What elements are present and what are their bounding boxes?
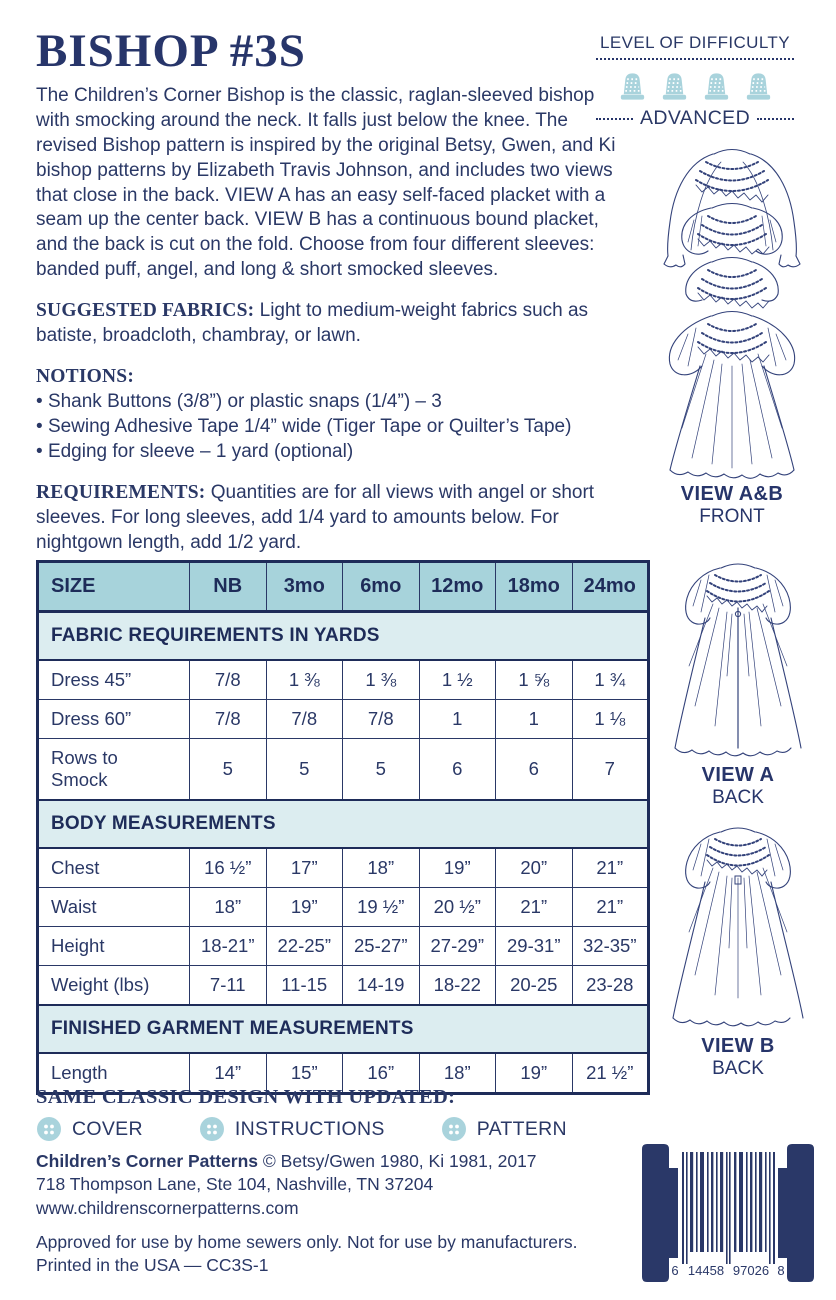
cell: 19” bbox=[496, 1053, 573, 1094]
updated-item-label: COVER bbox=[72, 1117, 143, 1140]
table-row bbox=[38, 927, 649, 966]
suggested-fabrics-text: Light to medium-weight fabrics such as batiste, broadcloth, chambray, or lawn. bbox=[36, 300, 589, 346]
cell: 6 bbox=[496, 739, 573, 801]
notions bbox=[36, 364, 618, 465]
cell: 7/8 bbox=[190, 700, 267, 739]
table-row bbox=[38, 966, 649, 1006]
row-label: Waist bbox=[38, 888, 190, 927]
updated-heading: SAME CLASSIC DESIGN WITH UPDATED: bbox=[36, 1086, 456, 1108]
view-b-sub: BACK bbox=[712, 1058, 764, 1079]
cell: 16 ½” bbox=[190, 848, 267, 888]
cell: 1 bbox=[419, 700, 496, 739]
row-label: Height bbox=[38, 927, 190, 966]
illustration-view-ab-front bbox=[634, 138, 830, 528]
cell: 19” bbox=[419, 848, 496, 888]
footer-copyright: © Betsy/Gwen 1980, Ki 1981, 2017 bbox=[258, 1151, 537, 1171]
col-header: 3mo bbox=[266, 562, 343, 612]
cell: 7/8 bbox=[343, 700, 420, 739]
cell: 21” bbox=[572, 888, 649, 927]
barcode-digits-group1: 14458 bbox=[687, 1263, 725, 1278]
view-b-label: VIEW B bbox=[701, 1035, 775, 1057]
difficulty-level-label: ADVANCED bbox=[639, 107, 751, 129]
col-header: 12mo bbox=[419, 562, 496, 612]
row-label: Rows to Smock bbox=[38, 739, 190, 801]
cell: 27-29” bbox=[419, 927, 496, 966]
dress-front-drawing bbox=[636, 138, 828, 483]
cell: 14” bbox=[190, 1053, 267, 1094]
button-icon bbox=[441, 1116, 467, 1142]
requirements-heading: REQUIREMENTS: bbox=[36, 481, 206, 503]
size-table-header-row bbox=[38, 562, 649, 612]
cell: 5 bbox=[190, 739, 267, 801]
cell: 22-25” bbox=[266, 927, 343, 966]
cell: 1 ⅜ bbox=[266, 660, 343, 700]
requirements-text: Quantities are for all views with angel or short sleeves. For long sleeves, add 1/4 yard to amounts below. For nightgown length, add 1/2 yard. bbox=[36, 481, 595, 553]
updated-item-instructions bbox=[199, 1116, 385, 1142]
difficulty-thimbles bbox=[596, 70, 794, 103]
view-a-sub: BACK bbox=[712, 787, 764, 808]
footer-brand: Children’s Corner Patterns bbox=[36, 1151, 259, 1171]
size-table bbox=[36, 560, 650, 1095]
barcode-spool-graphic bbox=[630, 1142, 826, 1287]
col-header: NB bbox=[190, 562, 267, 612]
suggested-fabrics-heading: SUGGESTED FABRICS: bbox=[36, 300, 255, 321]
cell: 7/8 bbox=[190, 660, 267, 700]
illustration-view-b-back bbox=[646, 820, 830, 1080]
row-label: Dress 60” bbox=[38, 700, 190, 739]
cell: 21 ½” bbox=[572, 1053, 649, 1094]
updated-item-cover bbox=[36, 1116, 143, 1142]
description: The Children’s Corner Bishop is the classic, raglan-sleeved bishop with smocking around the neck. It falls just below the knee. The revised Bishop pattern is inspired by the original Betsy, Gwen, and Ki bishop patterns by Elizabeth Travis Johnson, and includes two views that close in the back. VIEW A has an easy self-faced placket with a seam up the center back. VIEW B has a continuous bound placket, and the back is cut on the fold. Choose from four different sleeves: banded puff, angel, and long & short smocked sleeves. bbox=[36, 85, 616, 281]
cell: 23-28 bbox=[572, 966, 649, 1006]
suggested-fabrics bbox=[36, 298, 618, 349]
footer bbox=[36, 1150, 616, 1277]
thimble-icon bbox=[616, 70, 649, 103]
cell: 21” bbox=[572, 848, 649, 888]
cell: 11-15 bbox=[266, 966, 343, 1006]
cell: 32-35” bbox=[572, 927, 649, 966]
row-label: Chest bbox=[38, 848, 190, 888]
cell: 19 ½” bbox=[343, 888, 420, 927]
cell: 16” bbox=[343, 1053, 420, 1094]
col-header: 18mo bbox=[496, 562, 573, 612]
footer-website bbox=[36, 1197, 616, 1220]
row-label: Weight (lbs) bbox=[38, 966, 190, 1006]
updated-section bbox=[36, 1086, 626, 1142]
barcode-digits-group2: 97026 bbox=[732, 1263, 770, 1278]
notions-list bbox=[36, 390, 618, 465]
table-row bbox=[38, 848, 649, 888]
section-title: FABRIC REQUIREMENTS IN YARDS bbox=[38, 612, 649, 661]
dress-back-a-drawing bbox=[649, 556, 827, 764]
cell: 18-22 bbox=[419, 966, 496, 1006]
barcode bbox=[630, 1142, 826, 1292]
cell: 5 bbox=[266, 739, 343, 801]
cell: 19” bbox=[266, 888, 343, 927]
cell: 1 ⅛ bbox=[572, 700, 649, 739]
row-label: Dress 45” bbox=[38, 660, 190, 700]
notion-item bbox=[36, 415, 618, 440]
table-row bbox=[38, 888, 649, 927]
table-row bbox=[38, 739, 649, 801]
footer-website-text: www.childrenscornerpatterns.com bbox=[36, 1197, 299, 1218]
cell: 20 ½” bbox=[419, 888, 496, 927]
cell: 1 ½ bbox=[419, 660, 496, 700]
col-header: 24mo bbox=[572, 562, 649, 612]
page-title: BISHOP #3S bbox=[36, 25, 306, 77]
cell: 1 bbox=[496, 700, 573, 739]
dress-back-b-drawing bbox=[647, 820, 829, 1035]
table-row bbox=[38, 700, 649, 739]
updated-items bbox=[36, 1116, 626, 1142]
updated-item-label: INSTRUCTIONS bbox=[234, 1117, 385, 1140]
cell: 18-21” bbox=[190, 927, 267, 966]
cell: 21” bbox=[496, 888, 573, 927]
section-title: BODY MEASUREMENTS bbox=[38, 800, 649, 848]
intro-column bbox=[36, 84, 618, 571]
cell: 1 ¾ bbox=[572, 660, 649, 700]
difficulty-level bbox=[596, 107, 794, 130]
table-row bbox=[38, 660, 649, 700]
thimble-icon bbox=[658, 70, 691, 103]
notions-heading: NOTIONS: bbox=[36, 365, 135, 387]
updated-item-pattern bbox=[441, 1116, 567, 1142]
thimble-icon bbox=[742, 70, 775, 103]
section-row bbox=[38, 1005, 649, 1053]
section-row bbox=[38, 800, 649, 848]
cell: 7-11 bbox=[190, 966, 267, 1006]
illustration-view-a-back bbox=[648, 556, 828, 809]
notion-item-text: Sewing Adhesive Tape 1/4” wide (Tiger Tape or Quilter’s Tape) bbox=[47, 416, 572, 438]
cell: 20-25 bbox=[496, 966, 573, 1006]
cell: 7/8 bbox=[266, 700, 343, 739]
row-label: Length bbox=[38, 1053, 190, 1094]
notion-item-text: Edging for sleeve – 1 yard (optional) bbox=[47, 441, 354, 463]
cell: 15” bbox=[266, 1053, 343, 1094]
footer-address: 718 Thompson Lane, Ste 104, Nashville, TN 37204 bbox=[36, 1174, 434, 1195]
col-header: 6mo bbox=[343, 562, 420, 612]
cell: 18” bbox=[343, 848, 420, 888]
cell: 5 bbox=[343, 739, 420, 801]
requirements bbox=[36, 480, 618, 556]
thimble-icon bbox=[700, 70, 733, 103]
cell: 14-19 bbox=[343, 966, 420, 1006]
cell: 18” bbox=[419, 1053, 496, 1094]
cell: 1 ⅝ bbox=[496, 660, 573, 700]
footer-copyright-line bbox=[36, 1150, 616, 1173]
footer-printed: Printed in the USA — CC3S-1 bbox=[36, 1255, 269, 1276]
section-row bbox=[38, 612, 649, 661]
notion-item bbox=[36, 390, 618, 415]
footer-approved: Approved for use by home sewers only. Not for use by manufacturers. bbox=[36, 1231, 578, 1252]
cell: 20” bbox=[496, 848, 573, 888]
updated-item-label: PATTERN bbox=[476, 1117, 567, 1140]
view-ab-label: VIEW A&B bbox=[680, 483, 784, 505]
cell: 6 bbox=[419, 739, 496, 801]
cell: 25-27” bbox=[343, 927, 420, 966]
size-header: SIZE bbox=[38, 562, 190, 612]
cell: 18” bbox=[190, 888, 267, 927]
button-icon bbox=[199, 1116, 225, 1142]
cell: 17” bbox=[266, 848, 343, 888]
notion-item-text: Shank Buttons (3/8”) or plastic snaps (1/4”) – 3 bbox=[47, 391, 442, 413]
barcode-digit-left: 6 bbox=[671, 1263, 679, 1278]
cell: 29-31” bbox=[496, 927, 573, 966]
difficulty-block bbox=[596, 33, 794, 130]
barcode-digit-right: 8 bbox=[777, 1263, 785, 1278]
cell: 7 bbox=[572, 739, 649, 801]
view-a-label: VIEW A bbox=[701, 764, 775, 786]
section-title: FINISHED GARMENT MEASUREMENTS bbox=[38, 1005, 649, 1053]
cell: 1 ⅜ bbox=[343, 660, 420, 700]
button-icon bbox=[36, 1116, 62, 1142]
view-ab-sub: FRONT bbox=[699, 506, 765, 527]
notion-item bbox=[36, 440, 618, 465]
difficulty-label: LEVEL OF DIFFICULTY bbox=[596, 33, 794, 60]
